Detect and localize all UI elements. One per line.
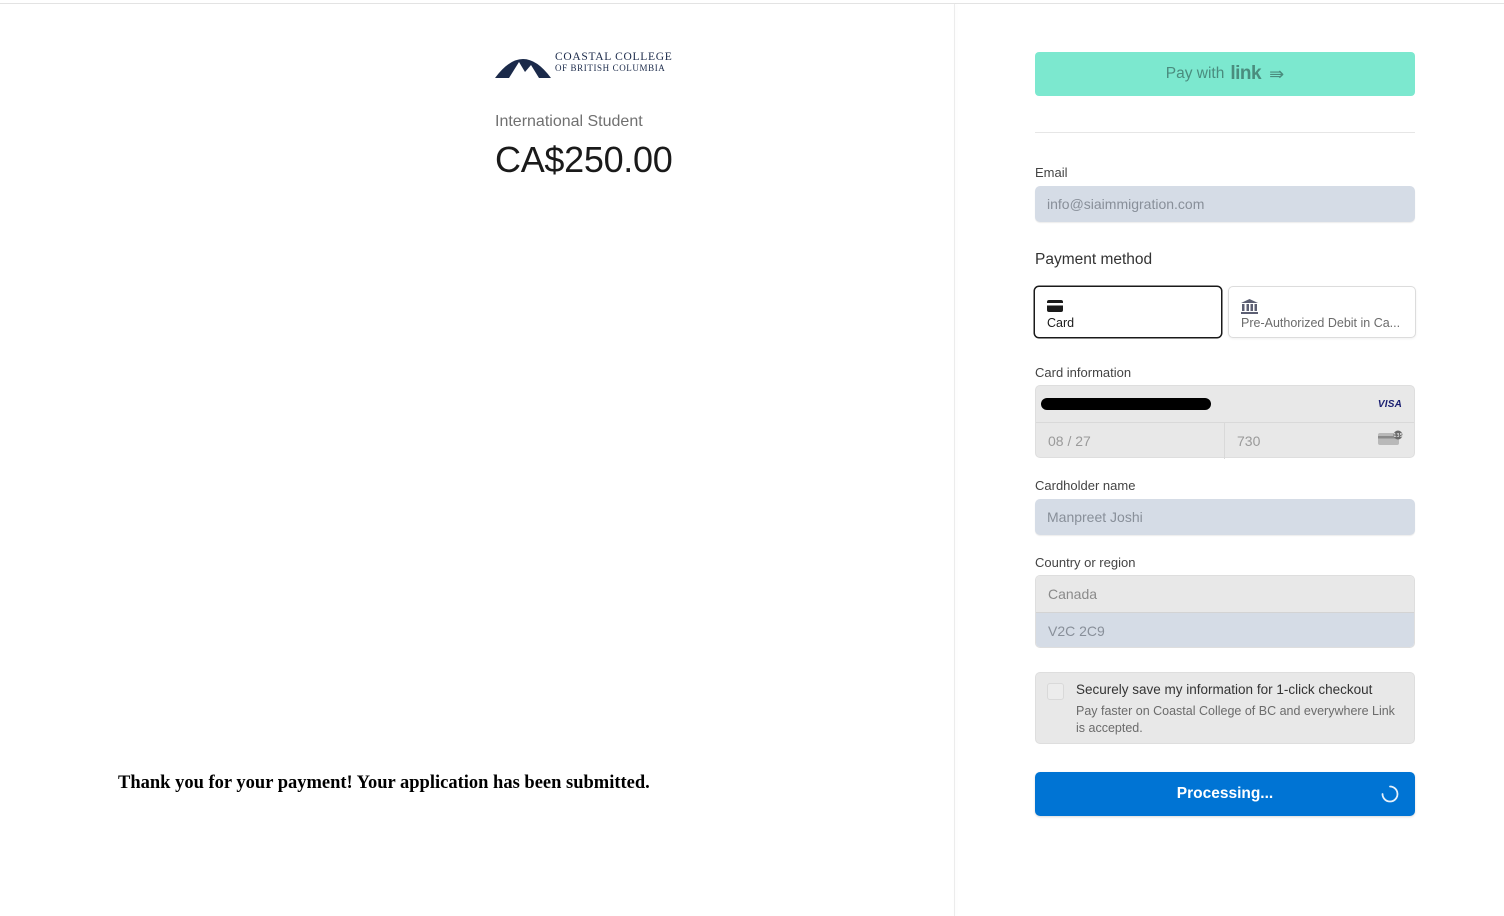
pay-button[interactable] — [1035, 772, 1415, 816]
link-brand: link — [1230, 63, 1262, 84]
pay-button-label: Processing... — [1176, 785, 1274, 802]
save-info-title: Securely save my information for 1-click checkout — [1076, 682, 1373, 697]
country-select[interactable]: Canada — [1036, 576, 1414, 612]
expiry-input[interactable]: 08 / 27 — [1048, 433, 1091, 449]
pay-with-label: Pay with — [1165, 65, 1225, 82]
cardholder-name-label: Cardholder name — [1035, 478, 1136, 493]
card-information-group — [1035, 385, 1415, 458]
payment-method-card-tab[interactable] — [1034, 286, 1222, 338]
total-amount: CA$250.00 — [495, 139, 673, 180]
billing-address-group — [1035, 575, 1415, 648]
confirmation-message: Thank you for your payment! Your application has been submitted. — [118, 773, 650, 793]
merchant-logo[interactable] — [495, 48, 672, 78]
spinner-icon — [1381, 785, 1399, 808]
debit-tab-label: Pre-Authorized Debit in Ca... — [1241, 316, 1401, 330]
email-field[interactable]: info@siaimmigration.com — [1035, 186, 1415, 222]
card-number-input[interactable] — [1041, 398, 1211, 410]
cardholder-name-field[interactable]: Manpreet Joshi — [1035, 499, 1415, 535]
save-info-description: Pay faster on Coastal College of BC and everywhere Link is accepted. — [1076, 704, 1395, 735]
svg-text:135: 135 — [1393, 433, 1403, 439]
cvc-card-icon — [1378, 430, 1404, 451]
product-name: International Student — [495, 113, 643, 130]
save-info-box — [1035, 672, 1415, 744]
credit-card-icon — [1047, 299, 1063, 317]
visa-brand-icon: VISA — [1377, 399, 1402, 410]
panel-divider — [954, 4, 955, 916]
country-label: Country or region — [1035, 555, 1136, 570]
cvc-input[interactable]: 730 — [1237, 433, 1261, 449]
payment-method-title: Payment method — [1035, 251, 1153, 268]
pay-with-link-button[interactable] — [1035, 52, 1415, 96]
save-info-checkbox[interactable] — [1047, 683, 1064, 700]
merchant-name: COASTAL COLLEGE OF BRITISH COLUMBIA — [555, 51, 673, 73]
mountain-logo-icon — [495, 48, 551, 78]
section-divider — [1035, 132, 1415, 133]
card-tab-label: Card — [1047, 316, 1075, 330]
email-label: Email — [1035, 165, 1068, 180]
card-divider-vertical — [1224, 422, 1225, 459]
card-information-label: Card information — [1035, 365, 1132, 380]
postal-code-field[interactable]: V2C 2C9 — [1036, 612, 1414, 648]
card-divider — [1036, 422, 1414, 423]
payment-method-debit-tab[interactable] — [1228, 286, 1416, 338]
arrow-right-icon: ⇛ — [1269, 63, 1285, 84]
